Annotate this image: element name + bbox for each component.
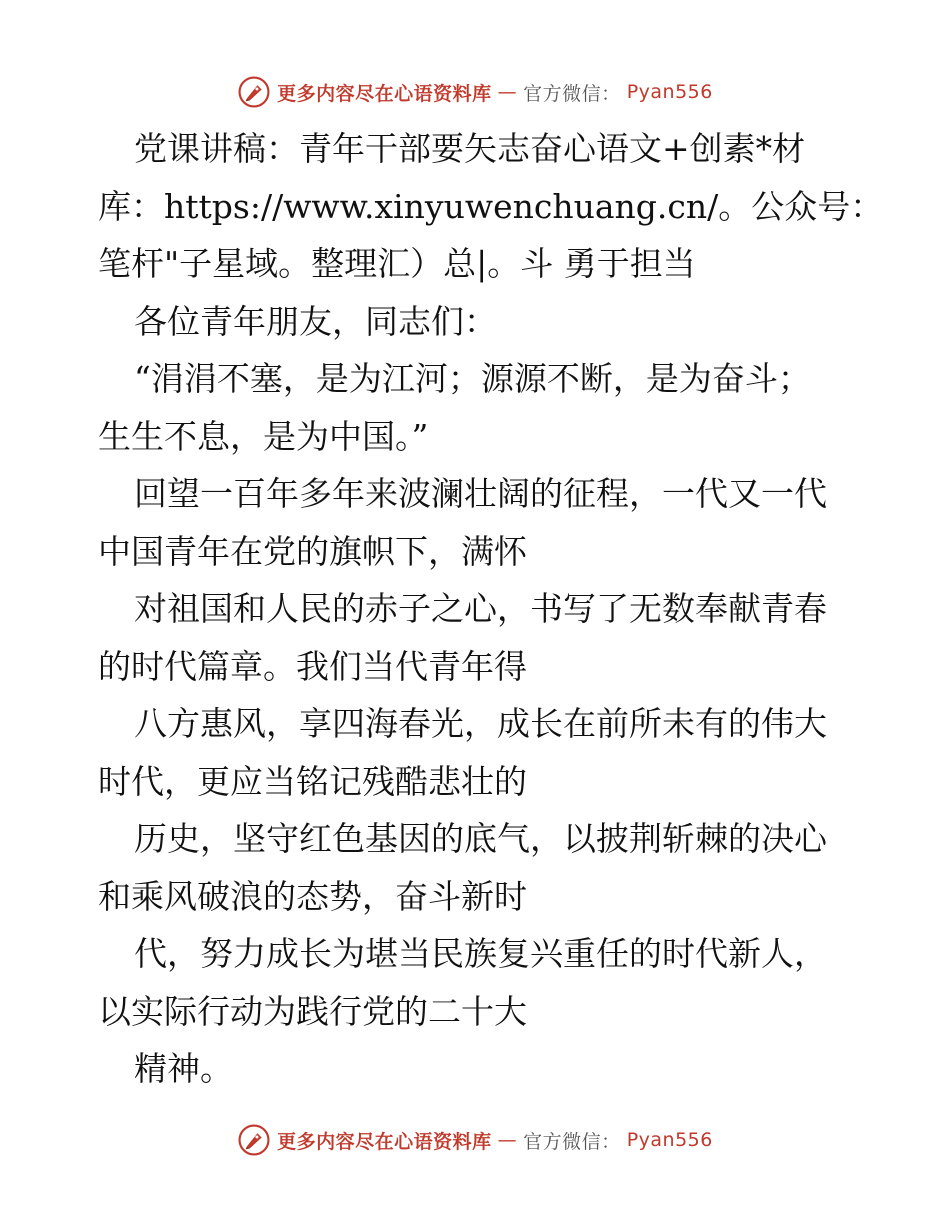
body-line: 各位青年朋友，同志们： [134,301,497,341]
banner-site-text: 更多内容尽在心语资料库 [277,1130,492,1153]
body-line: “涓涓不塞，是为江河；源源不断，是为奋斗； [134,359,811,398]
header-banner [0,72,950,112]
banner-wechat-id: Pyan556 [626,81,713,103]
body-line: 党课讲稿：青年干部要矢志奋心语文+创素*材 [134,129,806,168]
banner-site-text: 更多内容尽在心语资料库 [277,82,492,105]
banner-dash: — [497,1129,518,1151]
document-body [98,120,884,1098]
body-line: 八方惠风，享四海春光，成长在前所未有的伟大 [134,704,827,743]
body-line: 笔杆"子星域。整理汇）总|。斗 勇于担当 [98,244,696,283]
pen-nib-logo-icon [237,75,271,109]
banner-wechat-label: 官方微信： [523,1130,621,1153]
body-line: 对祖国和人民的赤子之心，书写了无数奉献青春 [134,589,827,628]
body-line: 时代，更应当铭记残酷悲壮的 [98,761,527,801]
body-line: 精神。 [134,1049,233,1088]
body-line: 库：https://www.xinyuwenchuang.cn/。公众号： [98,186,884,226]
body-line: 中国青年在党的旗帜下，满怀 [98,531,527,571]
body-line: 回望一百年多年来波澜壮阔的征程，一代又一代 [134,474,827,513]
banner-wechat-id: Pyan556 [626,1129,713,1151]
banner-dash: — [497,81,518,103]
body-line: 以实际行动为践行党的二十大 [98,991,527,1031]
pen-nib-logo-icon [237,1123,271,1157]
body-line: 历史，坚守红色基因的底气，以披荆斩棘的决心 [134,819,827,858]
footer-banner [0,1120,950,1160]
body-line: 生生不息，是为中国。” [98,416,429,456]
body-line: 的时代篇章。我们当代青年得 [98,646,527,686]
banner-wechat-label: 官方微信： [523,82,621,105]
body-line: 代，努力成长为堪当民族复兴重任的时代新人， [134,934,827,973]
body-line: 和乘风破浪的态势，奋斗新时 [98,876,527,916]
